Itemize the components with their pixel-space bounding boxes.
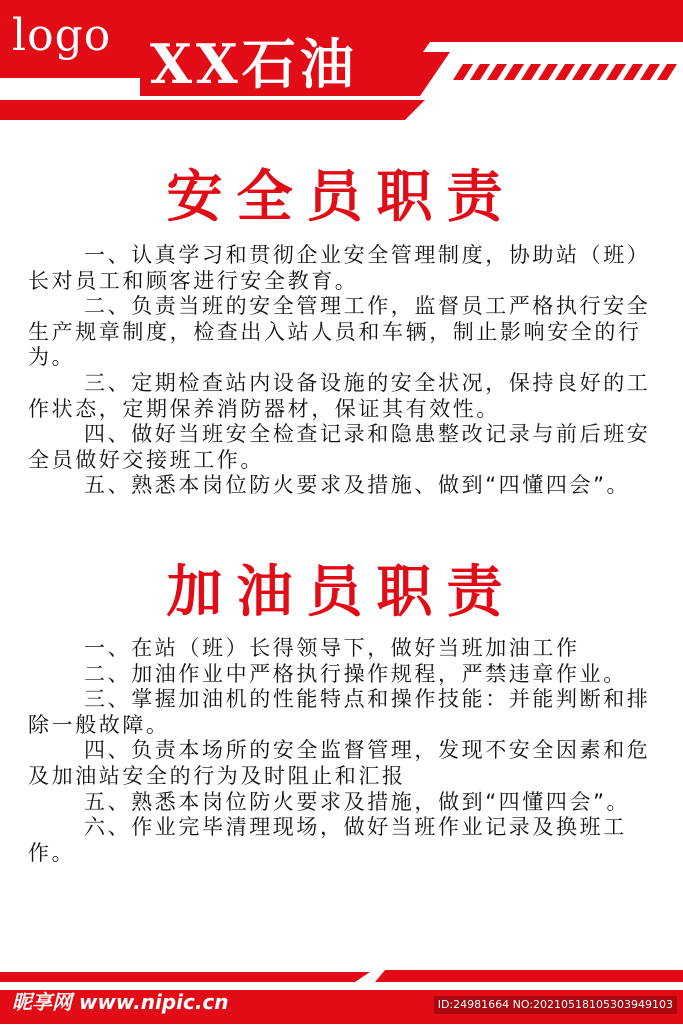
safety-officer-duties [28, 243, 658, 499]
logo-text: logo [12, 10, 112, 61]
watermark-site: 昵享网 www.nipic.cn [12, 990, 229, 1014]
safety-duty-5: 五、熟悉本岗位防火要求及措施、做到“四懂四会”。 [84, 473, 631, 498]
company-name: XX石油 [150, 32, 358, 96]
section-title-safety-officer: 安全员职责 [166, 165, 517, 230]
refueler-duties [28, 636, 658, 866]
refuel-duty-2: 二、加油作业中严格执行操作规程，严禁违章作业。 [84, 661, 627, 686]
section-title-refueler: 加油员职责 [166, 560, 517, 625]
safety-duty-4: 四、做好当班安全检查记录和隐患整改记录与前后班安全员做好交接班工作。 [28, 422, 651, 472]
refuel-duty-3: 三、掌握加油机的性能特点和操作技能：并能判断和排除一般故障。 [28, 687, 651, 737]
safety-duty-1: 一、认真学习和贯彻企业安全管理制度，协助站（班）长对员工和顾客进行安全教育。 [28, 243, 651, 293]
safety-duty-2: 二、负责当班的安全管理工作，监督员工严格执行安全生产规章制度，检查出入站人员和车辆，制止影响安全的行为。 [28, 294, 651, 370]
header-banner [0, 0, 683, 135]
refuel-duty-6: 六、作业完毕清理现场，做好当班作业记录及换班工作。 [28, 815, 627, 865]
watermark-id: ID:24981664 NO:20210518105303949103 [434, 996, 677, 1014]
refuel-duty-4: 四、负责本场所的安全监督管理，发现不安全因素和危及加油站安全的行为及时阻止和汇报 [28, 738, 651, 788]
safety-duty-3: 三、定期检查站内设备设施的安全状况，保持良好的工作状态，定期保养消防器材，保证其有效性。 [28, 370, 651, 421]
refuel-duty-1: 一、在站（班）长得领导下，做好当班加油工作 [84, 636, 580, 660]
refuel-duty-5: 五、熟悉本岗位防火要求及措施，做到“四懂四会”。 [84, 789, 631, 814]
